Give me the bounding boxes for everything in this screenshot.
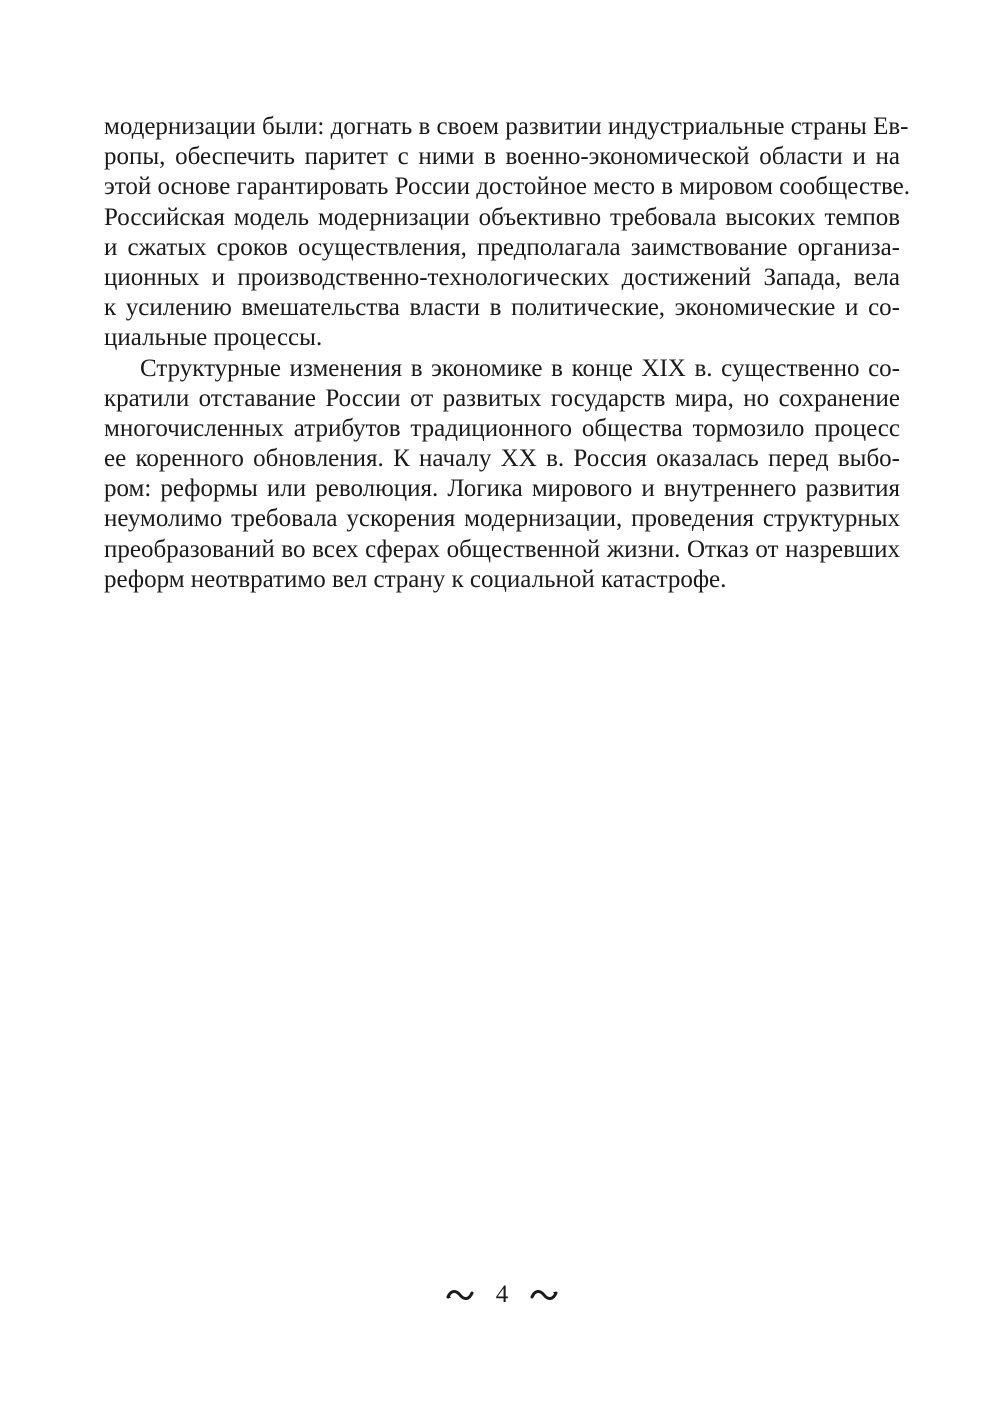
text-line: ционных и производственно-технологических достижений Запада, вела [104, 263, 900, 291]
text-line: неумолимо требовала ускорения модернизации, проведения структурных [104, 505, 900, 533]
page-footer [0, 1280, 1004, 1310]
text-line: Структурные изменения в экономике в конце XIX в. существенно со- [140, 354, 900, 382]
paragraph-2 [104, 354, 900, 596]
page-number: 4 [495, 1281, 509, 1308]
text-line: циальные процессы. [104, 324, 323, 352]
text-line: реформ неотвратимо вел страну к социальной катастрофе. [104, 565, 727, 593]
text-line: к усилению вмешательства власти в политические, экономические и со- [104, 294, 900, 322]
text-line: этой основе гарантировать России достойное место в мировом сообществе. [104, 173, 911, 201]
paragraph-1 [104, 112, 911, 354]
text-line: и сжатых сроков осуществления, предполагала заимствование организа- [104, 233, 900, 261]
text-line: преобразований во всех сферах общественной жизни. Отказ от назревших [104, 535, 900, 563]
text-line: ропы, обеспечить паритет с ними в военно-экономической области и на [104, 143, 900, 171]
text-line: Российская модель модернизации объективно требовала высоких темпов [104, 203, 900, 231]
text-line: многочисленных атрибутов традиционного общества тормозило процесс [104, 414, 900, 442]
text-line: ее коренного обновления. К началу XX в. Россия оказалась перед выбо- [104, 445, 900, 473]
ornament-swash-icon [530, 1288, 558, 1302]
text-line: кратили отставание России от развитых государств мира, но сохранение [104, 384, 900, 412]
text-line: модернизации были: догнать в своем развитии индустриальные страны Ев- [104, 113, 909, 140]
body-text [104, 112, 911, 595]
ornament-swash-icon [446, 1288, 474, 1302]
text-line: ром: реформы или революция. Логика мирового и внутреннего развития [104, 475, 900, 503]
